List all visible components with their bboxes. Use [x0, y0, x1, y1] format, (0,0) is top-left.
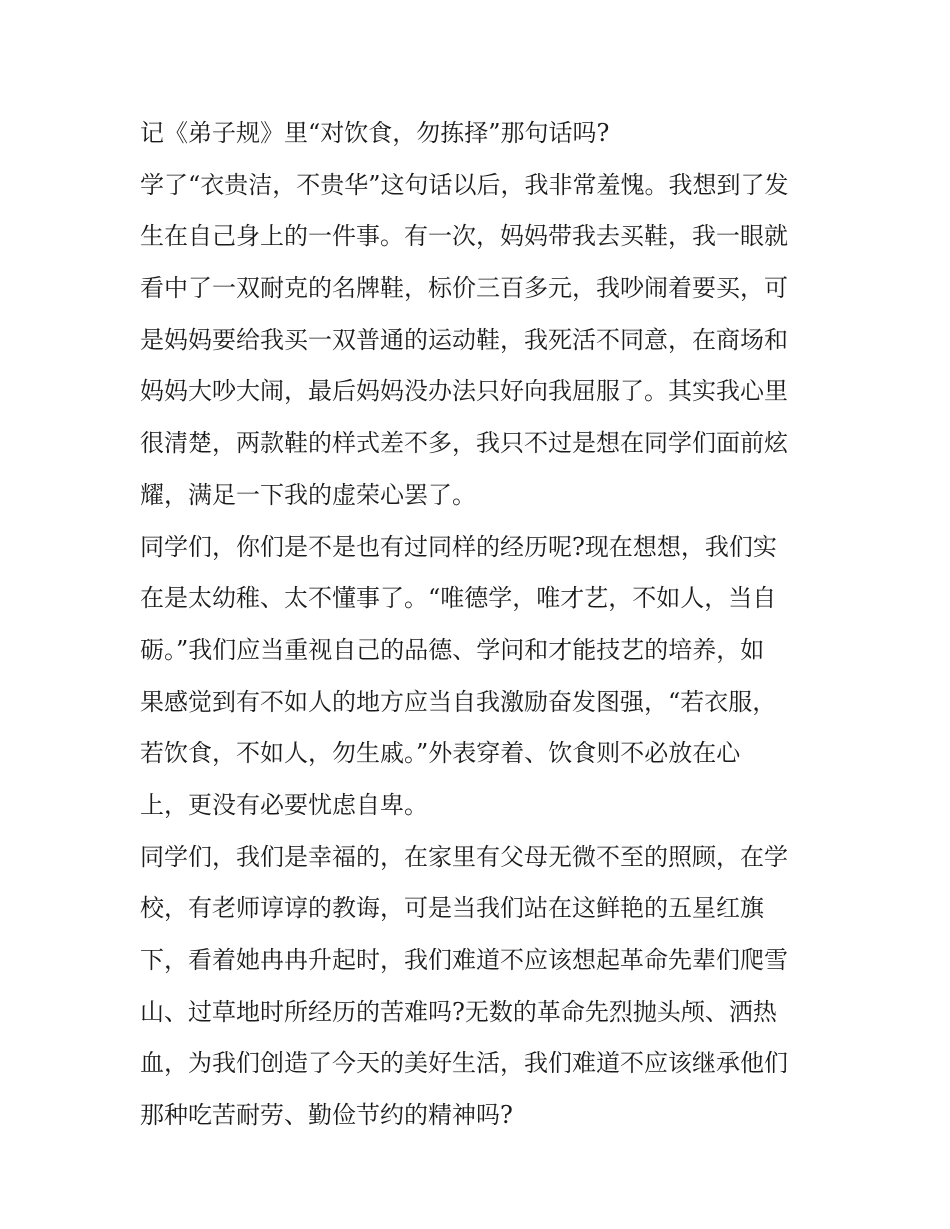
document-body [140, 108, 820, 1142]
text-line: 记《弟子规》里“对饮食，勿拣择”那句话吗? [140, 119, 610, 147]
text-line: 很清楚，两款鞋的样式差不多，我只不过是想在同学们面前炫 [140, 429, 788, 458]
text-line: 生在自己身上的一件事。有一次，妈妈带我去买鞋，我一眼就 [140, 222, 788, 251]
text-line: 在是太幼稚、太不懂事了。“唯德学，唯才艺，不如人，当自 [140, 584, 777, 613]
text-line: 耀，满足一下我的虚荣心罢了。 [140, 480, 476, 509]
text-line: 妈妈大吵大闹，最后妈妈没办法只好向我屈服了。其实我心里 [140, 377, 788, 406]
text-line: 看中了一双耐克的名牌鞋，标价三百多元，我吵闹着要买，可 [140, 274, 788, 303]
text-line: 下，看着她冉冉升起时，我们难道不应该想起革命先辈们爬雪 [140, 946, 788, 974]
text-line: 上，更没有必要忧虑自卑。 [140, 790, 428, 819]
text-line: 若饮食，不如人，勿生戚。”外表穿着、饮食则不必放在心 [140, 739, 741, 768]
text-line: 同学们，你们是不是也有过同样的经历呢?现在想想，我们实 [140, 532, 777, 561]
text-line: 是妈妈要给我买一双普通的运动鞋，我死活不同意，在商场和 [140, 325, 788, 354]
text-line: 血，为我们创造了今天的美好生活，我们难道不应该继承他们 [140, 1049, 788, 1078]
text-line: 那种吃苦耐劳、勤俭节约的精神吗? [140, 1101, 513, 1130]
text-line: 果感觉到有不如人的地方应当自我激励奋发图强，“若衣服， [140, 687, 777, 716]
text-line: 砺。”我们应当重视自己的品德、学问和才能技艺的培养，如 [140, 635, 765, 664]
text-line: 山、过草地时所经历的苦难吗?无数的革命先烈抛头颅、洒热 [140, 997, 777, 1026]
text-line: 同学们，我们是幸福的，在家里有父母无微不至的照顾，在学 [140, 842, 788, 871]
text-line: 学了“衣贵洁，不贵华”这句话以后，我非常羞愧。我想到了发 [140, 170, 789, 199]
text-line: 校，有老师谆谆的教诲，可是当我们站在这鲜艳的五星红旗 [140, 894, 764, 923]
